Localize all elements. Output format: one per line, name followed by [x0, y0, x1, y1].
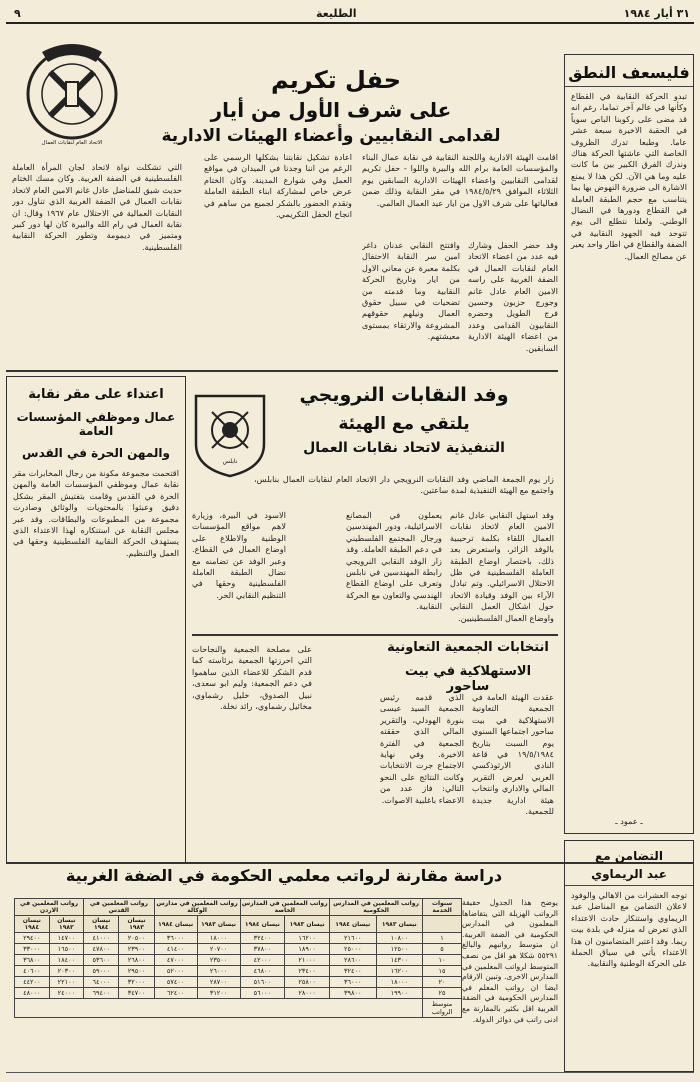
norway-lead: زار يوم الجمعة الماضي وفد النقابات النرويجي دار الاتحاد العام لنقابات العمال بنابلس، واجتمع مع الهيئة التنفيذية لمدة ساعتين.	[254, 474, 554, 496]
main-headline-line3: لقدامى النقابيين وأعضاء الهيئات الادارية	[161, 126, 501, 146]
women-story-body: التي تشكلت نواة لاتحاد لجان المرأة العاملة الفلسطينية في الضفة الغربية. وكان مسك الختام حديث شيق للمناضل عادل غانم الامين العام لاتحاد نقابات العمال في الضفة الغربية الذي تناول دور النقابات العمالية في الاحتلال عام ١٩٦٧ وقال: ان نقابة العمال في رام الله والبيرة كان لها دور كبير ومتميز في ديمومة وتطور الحركة النقابية الفلسطينية.	[12, 162, 182, 252]
union-emblem-icon	[12, 32, 132, 152]
norway-col3: الاسود في البيرة، وزيارة لاهم مواقع المؤسسات الوطنية والاطلاع على اوضاع العمال في القطاع. وعبر الوفد عن تضامنه مع نضال الطبقة العاملة الفلسطينية وحقها في التنظيم النقابي الحر.	[192, 510, 286, 600]
page-number: ٩	[14, 7, 21, 20]
table-cell: ٢٦٠٠٠	[197, 966, 240, 977]
table-cell: ٢٥	[423, 988, 462, 999]
employees-headline-line2: عمال وموظفي المؤسسات العامة	[16, 410, 176, 438]
table-row	[15, 933, 462, 944]
solidarity-box	[564, 840, 694, 1072]
table-cell: ١٨٤٠٠	[49, 955, 84, 966]
salary-table	[14, 898, 462, 1018]
table-cell: ٥١٦٠٠	[240, 977, 285, 988]
table-cell: ١٥	[423, 966, 462, 977]
employees-headline-line1: اعتداء على مقر نقابة	[28, 387, 164, 402]
table-cell: ٣٦٨٠٠	[15, 955, 50, 966]
table-cell: ١٦٥٠٠	[49, 944, 84, 955]
salary-study-headline: دراسة مقارنة لرواتب معلمي الحكومة في الضفة الغربية	[65, 866, 503, 885]
coop-col3: على مصلحة الجمعية والنجاحات التي احرزتها الجمعية برئاسته كما قدم الشكر للاعضاء الذين ساهموا في دعم الجمعية: وليم ابو سعدى، نبيل الصدوق، خليل رشماوي، مخائيل رشماوي، رائد نخلة.	[192, 644, 312, 712]
table-cell: ١٤٧٠٠	[49, 933, 84, 944]
coop-col2: الذي قدمه رئيس الجمعية السيد عيسى بنورة الهودلي، والتقرير المالي الذي حققته الجمعية في الفترة الاخيرة. وفي نهاية الاجتماع جرت الانتخابات وكانت النتائج على النحو التالي: فاز عدد من الاعضاء باغلبية الاصوات.	[380, 692, 464, 805]
table-cell: ١٦٢٠٠	[285, 933, 330, 944]
sidebar-column	[564, 54, 694, 834]
table-cell: ٥٩٠٠٠	[84, 966, 119, 977]
solidarity-headline-line2: عبد الريماوي	[565, 867, 693, 886]
table-cell: ١٢٥٠٠	[376, 944, 423, 955]
table-cell: ١٤٣٠٠	[376, 955, 423, 966]
norway-col2: يعملون في المصانع الاسرائيلية، ودور المهندسين ورجال المجتمع الفلسطيني في دعم الطبقة العاملة. وقد زار الوفد النقابي النرويجي رابطة المهندسين في نابلس وتعرف على اوضاع القطاع الهندسي والتعاون مع الحركة النقابية.	[346, 510, 442, 612]
salary-subheader: نيسان ١٩٨٣	[49, 916, 84, 933]
table-cell: ٢٢١٠٠	[49, 977, 84, 988]
table-cell: ٤١٠٠٠	[84, 933, 119, 944]
issue-date: ٣١ أيار ١٩٨٤	[623, 7, 690, 20]
table-cell: ٢٣٤٠٠	[285, 966, 330, 977]
table-cell: ١٠	[423, 955, 462, 966]
table-cell: ٣٦٠٠٠	[329, 977, 376, 988]
emblem-caption: الاتحاد العام لنقابات العمال	[41, 140, 103, 146]
main-headline-line1: حفل تكريم	[270, 66, 402, 94]
table-cell: ٢٨٠٠٠	[285, 988, 330, 999]
table-cell: ٢٣٥٠٠	[197, 955, 240, 966]
table-cell: ١٨٠٠٠	[376, 977, 423, 988]
norway-headline-line1: وفد النقابات النرويجي	[299, 384, 509, 406]
coop-col1: عقدت الهيئة العامة في الجمعية التعاونية الاستهلاكية في بيت ساحور اجتماعها السنوي يوم السبت بتاريخ ١٩/٥/١٩٨٤ في قاعة النادي الارثوذكسي العربي لعرض التقرير المالي والاداري وانتخاب هيئة ادارية جديدة للجمعية.	[472, 692, 554, 817]
table-cell: ٤١٤٠٠	[154, 944, 197, 955]
table-cell: ٢٤٠٠٠	[49, 988, 84, 999]
table-cell: ٢١٦٠٠	[329, 933, 376, 944]
table-cell: ٥	[423, 944, 462, 955]
table-row	[15, 955, 462, 966]
table-cell: ٣١٢٠٠	[197, 988, 240, 999]
table-cell: ١٩٩٠٠	[376, 988, 423, 999]
table-cell: ٤٦٨٠٠	[240, 966, 285, 977]
table-cell: ٢٨٧٠٠	[197, 977, 240, 988]
table-cell: ٣٩٨٠٠	[329, 988, 376, 999]
sidebar-title: فليسعف النطق	[565, 63, 693, 87]
salary-subheader: نيسان ١٩٨٤	[84, 916, 119, 933]
table-cell: ١٠٨٠٠	[376, 933, 423, 944]
employees-story-body: اقتحمت مجموعة مكونة من رجال المخابرات مقر نقابة عمال وموظفي المؤسسات العامة والمهن الحرة في القدس وقامت بتفتيش المقر بشكل دقيق وعبثوا بالمحتويات والوثائق وصادرت مجموعة من المطبوعات والبطاقات. وقد عبر مجلس النقابة عن استنكاره لهذا الاعتداء الذي يستهدف الحركة النقابية الفلسطينية وحقها في العمل والتنظيم.	[13, 468, 179, 558]
table-cell: ٦٢٤٠٠	[154, 988, 197, 999]
salary-header: سنوات الخدمة	[423, 899, 462, 916]
table-cell: ٦٤٠٠٠	[84, 977, 119, 988]
salary-subheader: نيسان ١٩٨٤	[15, 916, 50, 933]
salary-footer-empty	[15, 999, 423, 1018]
table-cell: ٤٨٠٠٠	[15, 988, 50, 999]
table-cell: ٥٣٦٠٠	[84, 955, 119, 966]
employees-headline-line3: والمهن الحرة في القدس	[22, 446, 170, 460]
table-cell: ٢٨٦٠٠	[329, 955, 376, 966]
table-cell: ١	[423, 933, 462, 944]
norway-headline-line2: يلتقي مع الهيئة	[338, 414, 470, 434]
salary-subheader: نيسان ١٩٨٣	[376, 916, 423, 933]
table-row	[15, 977, 462, 988]
table-cell: ٥٧٤٠٠	[154, 977, 197, 988]
solidarity-headline-line1: التضامن مع	[595, 849, 663, 863]
main-story-col3: وافتتح النقابي عدنان داغر امين سر النقابة الاحتفال بكلمة معبرة عن معاني الاول من ايار وتاريخ الحركة النقابية وما قدمته من تضحيات في سبيل حقوق العمال ونيلهم حقوقهم المشروعة والارتقاء بمستوى معيشتهم.	[362, 240, 460, 342]
publication-name: الطليعة	[316, 7, 357, 20]
table-cell: ٢٠	[423, 977, 462, 988]
page-header	[6, 4, 694, 24]
table-cell: ٢٠٣٠٠	[49, 966, 84, 977]
table-cell: ٢٦٨٠٠	[119, 955, 154, 966]
table-cell: ٢٠٧٠٠	[197, 944, 240, 955]
sidebar-signature: ـ عمود ـ	[615, 815, 643, 826]
main-story-col4: اعادة تشكيل نقابتنا بشكلها الرسمي على الرغم من اننا وجدنا في الميدان في مواقع العمل وفي شوارع المدينة. وكان الختام عرض خاص لمشاركة ابناء الطبقة العاملة وتقدم الحضور بالشكر لجميع من ساهم في انجاح الحفل التكريمي.	[204, 152, 352, 220]
main-story-col1: اقامت الهيئة الادارية واللجنة النقابية في نقابة عمال البناء والمؤسسات العامة برام الله والبيرة واللوا - حفل تكريم لقدامى النقابيين واعضاء الهيئات الادارية السابقين يوم الثلاثاء الموافق ١٩٨٤/٥/٢٩ في مقر النقابة وذلك ضمن فعالياتها على شرف الاول من ايار عيد العمال العالمي.	[362, 152, 558, 208]
salary-footer-label: متوسط الرواتب	[423, 999, 462, 1018]
sidebar-body: تبدو الحركة النقابية في القطاع وكأنها في عالم آخر تماما، رغم انه قد مضى على ركوبنا الباص سوياً في الحقبة الاخيرة سبعة عشر عاما. وطبعا تدرك الظروف الخاصة التي عاشتها الحركة هناك وندرك الفرق الكبير بين ما كانت عليه وما هي الآن. لكن هذا لا يمنع الاشارة الى ضرورة النهوض بها بما يتناسب مع حجم الطبقة العاملة في القطاع ودورها في النضال الوطني. ولعلنا نتطلع الى يوم تتوحد فيه الجهود النقابية في الضفة والقطاع في اطار واحد يعبر عن مصالح العمال.	[570, 91, 687, 261]
table-cell: ٣٦٠٠٠	[154, 933, 197, 944]
salary-header: رواتب المعلمين في القدس	[84, 899, 155, 916]
table-cell: ٢٥٠٠٠	[329, 944, 376, 955]
table-cell: ٣٢٠٠٠	[119, 977, 154, 988]
salary-header: رواتب المعلمين في المدارس الخاصة	[241, 900, 328, 914]
table-cell: ٣٢٤٠٠	[329, 966, 376, 977]
table-row	[15, 966, 462, 977]
page-footer-rule	[6, 1072, 694, 1078]
table-cell: ٢٩٥٠٠	[119, 966, 154, 977]
salary-subheader: نيسان ١٩٨٣	[119, 916, 154, 933]
table-cell: ٦٩٤٠٠	[84, 988, 119, 999]
salary-header: رواتب المعلمين في المدارس الحكومية	[329, 899, 422, 916]
salary-subheader: نيسان ١٩٨٤	[329, 916, 376, 933]
table-cell: ٣٤٧٠٠	[119, 988, 154, 999]
main-headline-line2: على شرف الأول من أيار	[210, 98, 452, 122]
union-logo-icon	[190, 388, 270, 480]
newspaper-page	[6, 4, 694, 1078]
salary-header: رواتب المعلمين في الاردن	[15, 899, 84, 916]
salary-header: رواتب المعلمين في مدارس الوكالة	[154, 899, 240, 916]
coop-headline-line2: الاستهلاكية في بيت ساحور	[404, 664, 532, 694]
table-cell: ٤٢٠٠٠	[240, 955, 285, 966]
norway-headline-line3: التنفيذية لاتحاد نقابات العمال	[303, 440, 505, 456]
table-cell: ٤٧٨٠٠	[84, 944, 119, 955]
divider	[6, 370, 558, 372]
salary-subheader: نيسان ١٩٨٤	[240, 916, 285, 933]
union-logo-caption: نابلس	[222, 458, 238, 465]
table-cell: ٥٢٠٠٠	[154, 966, 197, 977]
table-cell: ٢٣٩٠٠	[119, 944, 154, 955]
norway-col1: وقد استهل النقابي عادل غانم الامين العام لاتحاد نقابات العمال اللقاء بكلمة ترحيبية بالوفد الزائر، واستعرض بعد ذلك، باختصار اوضاع الطبقة العاملة الفلسطينية في ظل الاحتلال الاسرائيلي. وتم تبادل الآراء بين الوفد وقيادة الاتحاد حول اشكال العمل النقابي واوضاع العمال الفلسطينيين.	[450, 510, 554, 623]
table-cell: ٢٩٤٠٠	[15, 933, 50, 944]
divider	[192, 634, 558, 636]
salary-table-body	[15, 933, 462, 999]
table-cell: ١٦٢٠٠	[376, 966, 423, 977]
salary-table-container	[14, 898, 462, 1070]
table-cell: ١٨٠٠٠	[197, 933, 240, 944]
table-cell: ٣٣٠٠٠	[15, 944, 50, 955]
main-story-col2: وقد حضر الحفل وشارك فيه عدد من اعضاء الاتحاد العام لنقابات العمال في الضفة الغربية على راسه الامين العام عادل غانم وجورج حزبون وحسين فرج الطويل وحضره النقابيون القدامى وعدد من اعضاء الهيئة الادارية السابقين.	[468, 240, 558, 353]
coop-headline-line1: انتخابات الجمعية التعاونية	[387, 640, 549, 655]
table-cell: ٤٧٠٠٠	[154, 955, 197, 966]
table-cell: ٣٧٨٠٠	[240, 944, 285, 955]
table-cell: ٥٦٠٠٠	[240, 988, 285, 999]
table-cell: ٢٠٥٠٠	[119, 933, 154, 944]
salary-study-body: يوضح هذا الجدول حقيقة الرواتب الهزيلة التي يتقاضاها المعلمون في المدارس الحكومية في الضفة الغربية. ان متوسط رواتبهم والبالغ ٥٥٢٩١ شكلا هو اقل من نصف المتوسط لرواتب المعلمين في المدارس الاخرى. وتبين الارقام ايضا ان رواتب المعلم في المدارس الحكومية في الضفة الغربية اقل بكثير بالمقارنة مع ادنى راتب في دوائر الدولة.	[462, 898, 558, 1024]
solidarity-body: توجه العشرات من الاهالي والوفود لاعلان التضامن مع المناضل عبد الريماوي واستنكار حادث الاعتداء الذي تعرض له منزله في بلدة بيت ريما. وقد اعتبر المتضامنون ان هذا الاعتداء يأتي في سياق الحملة على الحركة الوطنية والنقابية.	[571, 890, 687, 969]
table-row	[15, 988, 462, 999]
table-cell: ١٨٩٠٠	[285, 944, 330, 955]
table-cell: ٤٤٢٠٠	[15, 977, 50, 988]
table-row	[15, 944, 462, 955]
table-cell: ٤٠٦٠٠	[15, 966, 50, 977]
employees-story-box	[6, 376, 186, 864]
table-cell: ٢٥٨٠٠	[285, 977, 330, 988]
salary-subheader: نيسان ١٩٨٣	[285, 916, 330, 933]
table-cell: ٢١٠٠٠	[285, 955, 330, 966]
salary-subheader: نيسان ١٩٨٤	[154, 916, 197, 933]
salary-subheader: نيسان ١٩٨٣	[197, 916, 240, 933]
table-cell: ٣٢٤٠٠	[240, 933, 285, 944]
salary-subheader-empty	[423, 916, 462, 933]
